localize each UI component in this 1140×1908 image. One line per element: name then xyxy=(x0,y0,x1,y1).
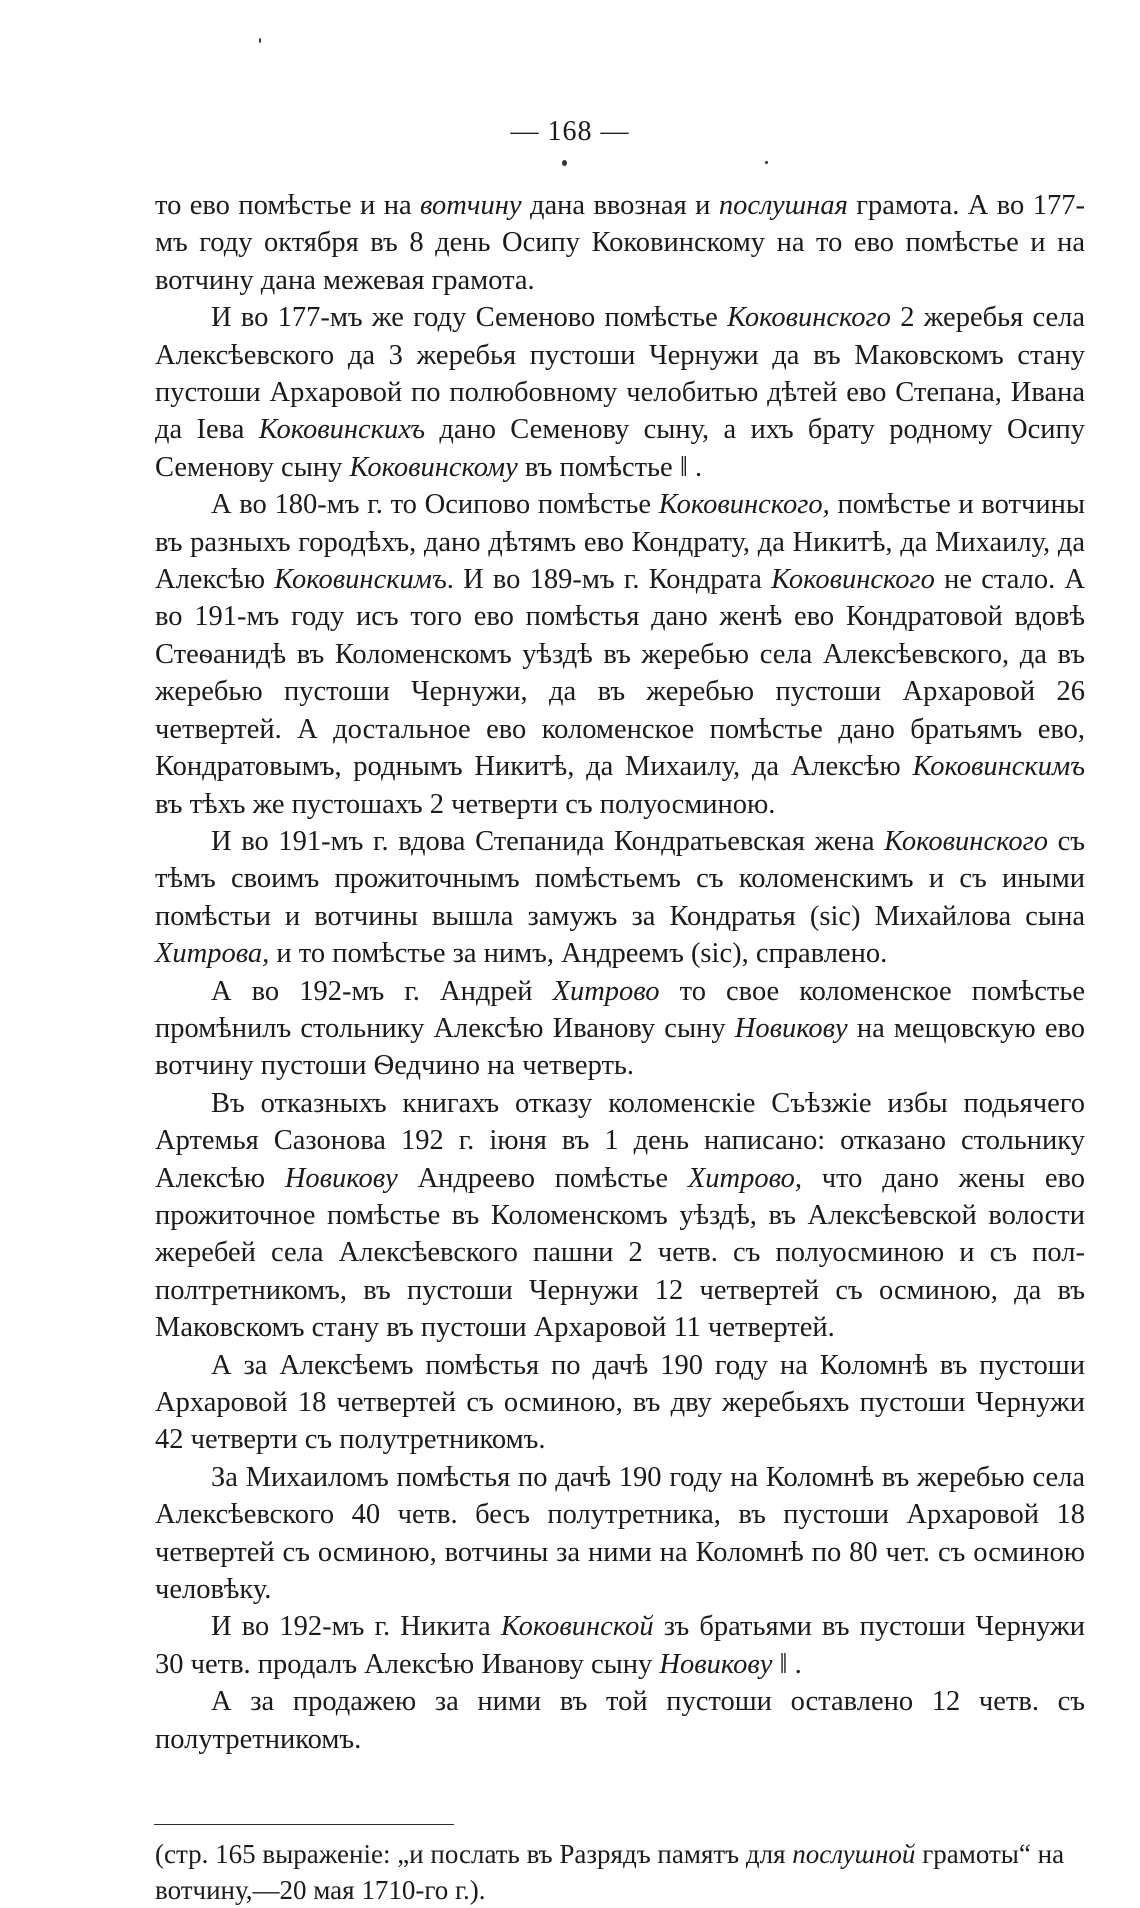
text-run: въ тѣхъ же пустошахъ 2 четверти съ полуосминою. xyxy=(155,788,776,820)
footnote-divider xyxy=(154,1824,454,1825)
text-run: А во 192-мъ г. Андрей xyxy=(211,975,553,1007)
text-run: За Михаиломъ помѣстья по дачѣ 190 году на Коломнѣ въ жеребью села Алексѣевского 40 четв. бесъ полутретника, въ пустоши Архаровой 18 четвертей съ осминою, вотчины за ними на Коломнѣ по 80 чет. съ осминою человѣку. xyxy=(155,1461,1085,1606)
text-run: не стало. А во 191-мъ году исъ того ево помѣстья дано женѣ ево Кондратовой вдовѣ Стеѳанидѣ въ Коломенскомъ уѣздѣ въ жеребью села Алексѣевского, да въ жеребью пустоши Чернужи, да въ жеребью пустоши Архаровой 26 четвертей. А достальное ево коломенское помѣстье дано братьямъ ево, Кондратовымъ, роднымъ Никитѣ, да Михаилу, да Алексѣю xyxy=(155,564,1085,783)
paragraph-p5 xyxy=(155,973,1085,1085)
text-run: съ тѣмъ своимъ прожиточнымъ помѣстьемъ съ коломенскимъ и съ иными помѣстьи и вотчины вышла замужъ за Кондратья (sic) Михайлова сына xyxy=(155,825,1085,932)
ink-speck xyxy=(562,160,567,166)
text-run: дана ввозная и xyxy=(521,190,719,221)
italic-name: Хитрово xyxy=(552,975,660,1007)
text-run: А во 180-мъ г. то Осипово помѣстье xyxy=(211,489,659,521)
text-run: зъ братьями въ пустоши Чернужи 30 четв. продалъ Алексѣю Иванову сыну xyxy=(155,1611,1085,1680)
paragraph-p8 xyxy=(155,1459,1085,1609)
paragraph-p4 xyxy=(155,823,1085,973)
text-run: 2 жеребья села Алексѣевского да 3 жеребья пустоши Чернужи да въ Маковскомъ стану пустоши Архаровой по полюбовному челобитью дѣтей ево Степана, Ивана да Іева xyxy=(155,302,1085,446)
text-run: И во 191-мъ г. вдова Степанида Кондратьевская жена xyxy=(211,825,885,857)
italic-name: послушная xyxy=(718,190,848,221)
italic-name: Коковинскимъ xyxy=(912,751,1085,783)
text-run: . И во 189-мъ г. Кондрата xyxy=(446,564,772,596)
italic-name: Новикову xyxy=(284,1162,398,1194)
italic-name: Коковинскому xyxy=(349,451,518,483)
italic-name: Коковинскихъ xyxy=(258,414,425,446)
text-run: Андреево помѣстье xyxy=(397,1162,688,1194)
text-run: А за Алексѣемъ помѣстья по дачѣ 190 году на Коломнѣ въ пустоши Архаровой 18 четвертей съ осминою, въ дву жеребьяхъ пустоши Чернужи 42 четверти съ полутретникомъ. xyxy=(155,1349,1085,1456)
text-run: Въ отказныхъ книгахъ отказу коломенскіе Съѣзжіе избы подьячего Артемья Сазонова 192 г. іюня въ 1 день написано: отказано стольнику Алексѣю xyxy=(155,1087,1085,1194)
italic-name: Коковинского, xyxy=(658,489,830,521)
italic-name: Коковинскимъ xyxy=(274,564,447,596)
ink-speck xyxy=(259,38,261,43)
paragraph-p9 xyxy=(155,1608,1085,1683)
text-run: ‖ . xyxy=(772,1648,802,1680)
text-run: помѣстье и вотчины въ разныхъ городѣхъ, дано дѣтямъ ево Кондрату, да Никитѣ, да Михаилу, да Алексѣю xyxy=(155,489,1085,596)
text-run: И во 192-мъ г. Никита xyxy=(211,1611,501,1643)
italic-name: Новикову xyxy=(734,1012,848,1044)
italic-name: послушной xyxy=(792,1839,916,1869)
page-number: — 168 — xyxy=(510,116,630,147)
italic-name: Коковинского xyxy=(727,302,891,334)
text-run: А за продажею за ними въ той пустоши оставлено 12 четв. съ полутретникомъ. xyxy=(155,1686,1085,1755)
italic-name: Коковинского xyxy=(884,825,1048,857)
text-run: то ево помѣстье и на xyxy=(155,190,421,221)
italic-name: Новикову xyxy=(659,1648,773,1680)
text-run: что дано жены ево прожиточное помѣстье въ Коломенскомъ уѣздѣ, въ Алексѣевской волости жеребей села Алексѣевского пашни 2 четв. съ полуосминою и съ пол-полтретникомъ, въ пустоши Чернужи 12 четвертей съ осминою, да въ Маковскомъ стану въ пустоши Архаровой 11 четвертей. xyxy=(155,1162,1085,1344)
text-run: грамота. А во 177-мъ году октября въ 8 день Осипу Коковинскому на то ево помѣстье и на вотчину дана межевая грамота. xyxy=(155,190,1085,296)
text-run: на мещовскую ево вотчину пустоши Ѳедчино на четверть. xyxy=(155,1012,1085,1082)
paragraph-p7 xyxy=(155,1347,1085,1459)
italic-name: Коковинского xyxy=(771,564,935,596)
text-run: грамоты“ на вотчину,—20 мая 1710-го г.). xyxy=(155,1839,1065,1905)
paragraph-p1 xyxy=(155,187,1085,299)
italic-name: Хитрово, xyxy=(687,1162,802,1194)
paragraph-p10 xyxy=(155,1683,1085,1758)
italic-name: Коковинской xyxy=(500,1611,654,1643)
text-run: И во 177-мъ же году Семеново помѣстье xyxy=(211,302,728,334)
italic-name: Хитрова, xyxy=(155,938,270,970)
footnote xyxy=(155,1836,1085,1908)
paragraph-p3 xyxy=(155,486,1085,823)
text-run: то свое коломенское помѣстье промѣнилъ стольнику Алексѣю Иванову сыну xyxy=(155,975,1085,1044)
paragraph-p2 xyxy=(155,299,1085,486)
text-run: въ помѣстье ‖ . xyxy=(517,451,703,483)
ink-speck xyxy=(765,161,768,164)
main-text xyxy=(155,187,1085,1758)
paragraph-p6 xyxy=(155,1085,1085,1347)
text-run: (стр. 165 выраженіе: „и послать въ Разрядъ памятъ для xyxy=(155,1839,793,1869)
italic-name: вотчину xyxy=(420,190,522,221)
text-run: и то помѣстье за нимъ, Андреемъ (sic), справлено. xyxy=(269,938,888,970)
text-run: дано Семенову сыну, а ихъ брату родному Осипу Семенову сыну xyxy=(155,414,1085,483)
